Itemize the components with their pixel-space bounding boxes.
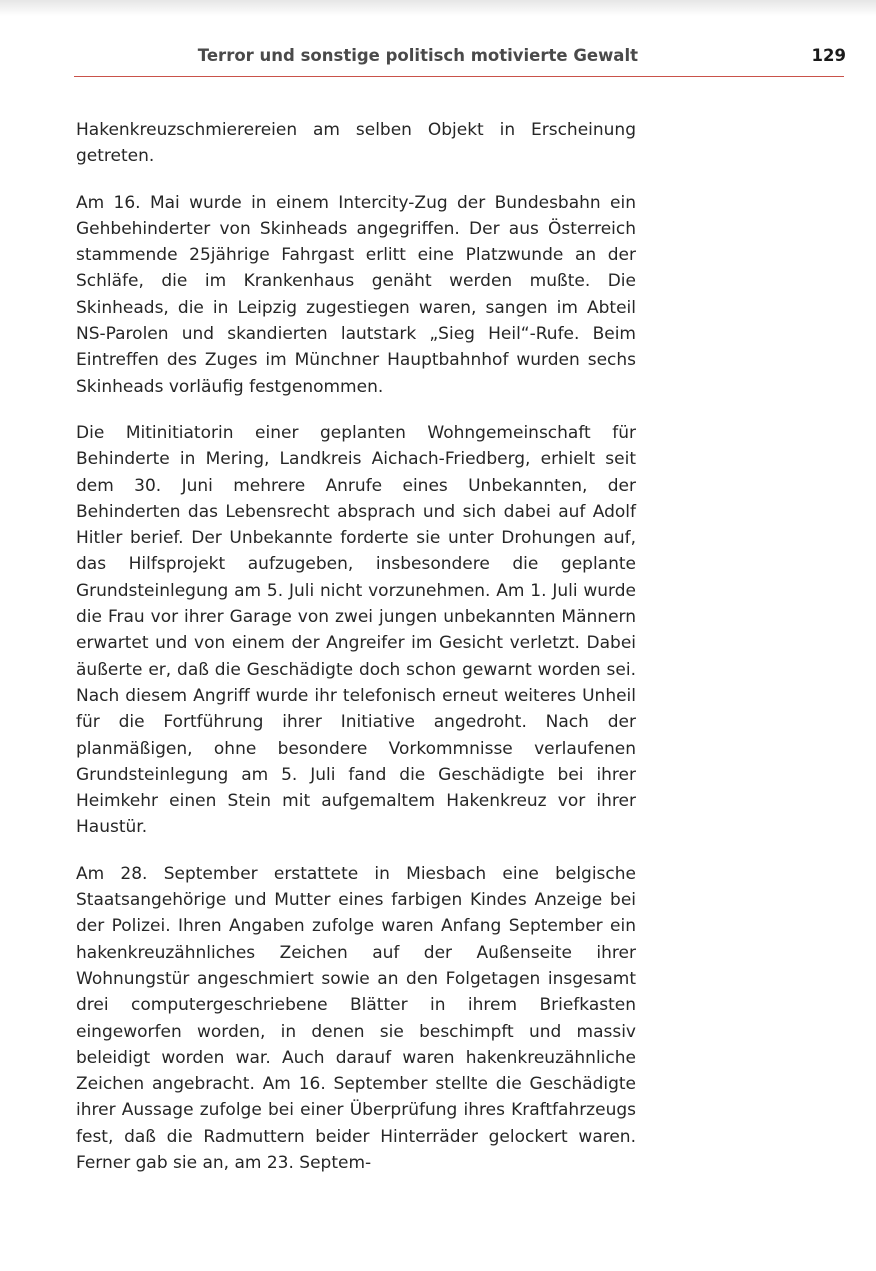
paragraph-1: Hakenkreuzschmierereien am selben Objekt in Erscheinung getreten. (76, 120, 636, 167)
running-head: Terror und sonstige politisch motivierte Gewalt (197, 46, 638, 65)
scan-edge-shadow (0, 0, 876, 16)
paragraph-4: Am 28. September erstattete in Miesbach eine belgische Staatsangehörige und Mutter eines farbigen Kindes Anzeige bei der Polizei. Ihren Angaben zufolge waren Anfang September ein hakenkreuzähnliches Zeichen auf der Außenseite ihrer Wohnungstür angeschmiert sowie an den Folgetagen insgesamt drei computergeschriebene Blätter in ihrem Briefkasten eingeworfen worden, in denen sie beschimpft und massiv beleidigt worden war. Auch darauf waren hakenkreuzähnliche Zeichen angebracht. Am 16. September stellte die Geschädigte ihrer Aussage zufolge bei einer Überprüfung ihres Kraftfahrzeugs fest, daß die Radmuttern beider Hinterräder gelockert waren. Ferner gab sie an, am 23. Septem- (76, 863, 636, 1173)
page-number: 129 (811, 46, 846, 65)
body-text (76, 117, 636, 1176)
header-rule (74, 76, 844, 77)
paragraph-3: Die Mitinitiatorin einer geplanten Wohngemeinschaft für Behinderte in Mering, Landkreis Aichach-Friedberg, erhielt seit dem 30. Juni mehrere Anrufe eines Unbekannten, der Behinderten das Lebensrecht absprach und sich dabei auf Adolf Hitler berief. Der Unbekannte forderte sie unter Drohungen auf, das Hilfsprojekt aufzugeben, insbesondere die geplante Grundsteinlegung am 5. Juli nicht vorzunehmen. Am 1. Juli wurde die Frau vor ihrer Garage von zwei jungen unbekannten Männern erwartet und von einem der Angreifer im Gesicht verletzt. Dabei äußerte er, daß die Geschädigte doch schon gewarnt worden sei. Nach diesem Angriff wurde ihr telefonisch erneut weiteres Unheil für die Fortführung ihrer Initiative angedroht. Nach der planmäßigen, ohne besondere Vorkommnisse verlaufenen Grundsteinlegung am 5. Juli fand die Geschädigte bei ihrer Heimkehr einen Stein mit aufgemaltem Hakenkreuz vor ihrer Haustür. (76, 422, 636, 838)
paragraph-2: Am 16. Mai wurde in einem Intercity-Zug der Bundesbahn ein Gehbehinderter von Skinheads angegriffen. Der aus Österreich stammende 25jährige Fahrgast erlitt eine Platzwunde an der Schläfe, die im Krankenhaus genäht werden mußte. Die Skinheads, die in Leipzig zugestiegen waren, sangen im Abteil NS-Parolen und skandierten lautstark „Sieg Heil“-Rufe. Beim Eintreffen des Zuges im Münchner Hauptbahnhof wurden sechs Skinheads vorläufig festgenommen. (76, 192, 636, 397)
